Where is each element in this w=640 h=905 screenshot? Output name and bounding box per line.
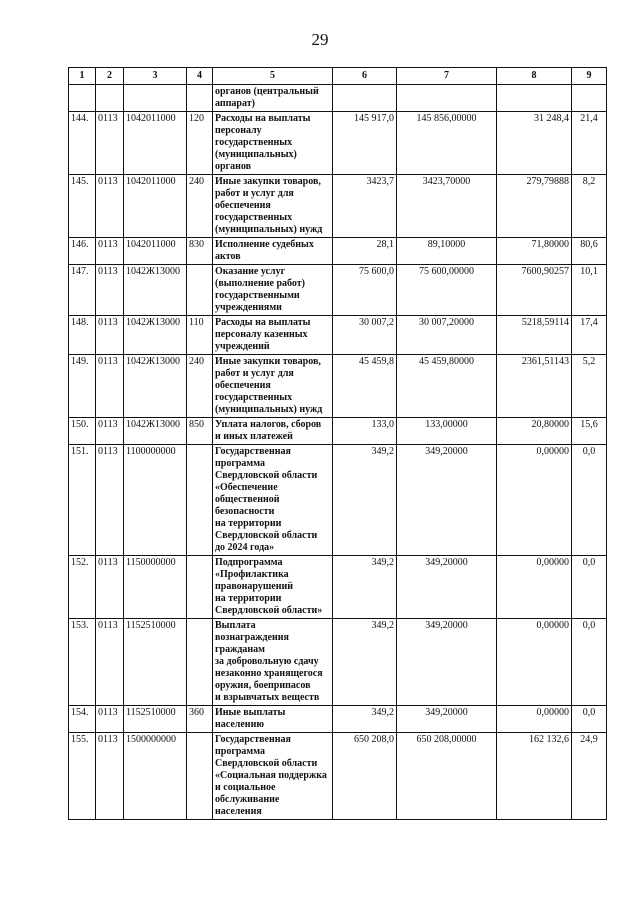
table-row [69,238,607,265]
table-header [69,68,607,85]
budget-table [68,67,607,820]
expense-type-cell [187,619,213,706]
target-article-cell: 1042011000 [124,238,187,265]
header-col-1: 1 [69,68,96,85]
budget-amount-cell: 349,20000 [397,619,497,706]
header-col-4: 4 [187,68,213,85]
section-code-cell: 0113 [96,265,124,316]
execution-amount-cell: 162 132,6 [497,733,572,820]
percent-cell: 17,4 [572,316,607,355]
table-row [69,418,607,445]
item-name-cell: Иные закупки товаров, работ и услуг для обеспечения государственных (муниципальных) нужд [213,355,333,418]
item-name-cell: Выплата вознаграждения гражданам за добровольную сдачу незаконно хранящегося оружия, боеприпасов и взрывчатых веществ [213,619,333,706]
budget-amount-cell: 133,00000 [397,418,497,445]
budget-amount-cell: 45 459,80000 [397,355,497,418]
row-number-cell: 151. [69,445,96,556]
execution-amount-cell: 0,00000 [497,445,572,556]
table-row [69,316,607,355]
target-article-cell: 1042011000 [124,112,187,175]
percent-cell: 15,6 [572,418,607,445]
section-code-cell [96,85,124,112]
target-article-cell [124,85,187,112]
section-code-cell: 0113 [96,355,124,418]
execution-amount-cell: 0,00000 [497,706,572,733]
expense-type-cell [187,733,213,820]
target-article-cell: 1152510000 [124,706,187,733]
plan-amount-cell: 349,2 [333,706,397,733]
target-article-cell: 1150000000 [124,556,187,619]
header-col-8: 8 [497,68,572,85]
execution-amount-cell: 279,79888 [497,175,572,238]
target-article-cell: 1152510000 [124,619,187,706]
item-name-cell: Расходы на выплаты персоналу казенных учреждений [213,316,333,355]
item-name-cell: Иные выплаты населению [213,706,333,733]
budget-amount-cell [397,85,497,112]
expense-type-cell: 360 [187,706,213,733]
budget-amount-cell: 349,20000 [397,556,497,619]
header-col-7: 7 [397,68,497,85]
table-row [69,445,607,556]
row-number-cell: 153. [69,619,96,706]
target-article-cell: 1042Ж13000 [124,418,187,445]
table-row [69,733,607,820]
execution-amount-cell: 0,00000 [497,556,572,619]
execution-amount-cell: 5218,59114 [497,316,572,355]
table-row [69,706,607,733]
budget-amount-cell: 89,10000 [397,238,497,265]
percent-cell: 10,1 [572,265,607,316]
target-article-cell: 1042Ж13000 [124,265,187,316]
item-name-cell: Оказание услуг (выполнение работ) государственными учреждениями [213,265,333,316]
percent-cell: 80,6 [572,238,607,265]
section-code-cell: 0113 [96,418,124,445]
item-name-cell: Подпрограмма «Профилактика правонарушений на территории Свердловской области» [213,556,333,619]
header-col-9: 9 [572,68,607,85]
row-number-cell: 150. [69,418,96,445]
target-article-cell: 1042Ж13000 [124,316,187,355]
budget-amount-cell: 349,20000 [397,445,497,556]
expense-type-cell [187,445,213,556]
plan-amount-cell: 349,2 [333,445,397,556]
execution-amount-cell: 0,00000 [497,619,572,706]
table-row [69,556,607,619]
row-number-cell: 155. [69,733,96,820]
page-number: 29 [311,30,329,49]
expense-type-cell: 850 [187,418,213,445]
table-row [69,112,607,175]
target-article-cell: 1500000000 [124,733,187,820]
item-name-cell: Расходы на выплаты персоналу государственных (муниципальных) органов [213,112,333,175]
plan-amount-cell: 145 917,0 [333,112,397,175]
row-number-cell: 154. [69,706,96,733]
execution-amount-cell: 71,80000 [497,238,572,265]
table-row [69,85,607,112]
expense-type-cell: 110 [187,316,213,355]
percent-cell: 21,4 [572,112,607,175]
item-name-cell: Государственная программа Свердловской области «Обеспечение общественной безопасности на территории Свердловской области до 2024 года» [213,445,333,556]
percent-cell: 0,0 [572,445,607,556]
percent-cell: 8,2 [572,175,607,238]
expense-type-cell [187,556,213,619]
expense-type-cell [187,85,213,112]
item-name-cell: Иные закупки товаров, работ и услуг для обеспечения государственных (муниципальных) нужд [213,175,333,238]
plan-amount-cell: 28,1 [333,238,397,265]
percent-cell: 24,9 [572,733,607,820]
target-article-cell: 1042011000 [124,175,187,238]
section-code-cell: 0113 [96,445,124,556]
budget-amount-cell: 30 007,20000 [397,316,497,355]
section-code-cell: 0113 [96,706,124,733]
plan-amount-cell: 349,2 [333,556,397,619]
item-name-cell: органов (центральный аппарат) [213,85,333,112]
plan-amount-cell: 349,2 [333,619,397,706]
percent-cell: 0,0 [572,619,607,706]
header-col-3: 3 [124,68,187,85]
budget-amount-cell: 3423,70000 [397,175,497,238]
section-code-cell: 0113 [96,112,124,175]
expense-type-cell: 120 [187,112,213,175]
expense-type-cell: 240 [187,175,213,238]
header-col-2: 2 [96,68,124,85]
item-name-cell: Уплата налогов, сборов и иных платежей [213,418,333,445]
row-number-cell: 149. [69,355,96,418]
header-col-6: 6 [333,68,397,85]
row-number-cell: 147. [69,265,96,316]
execution-amount-cell: 20,80000 [497,418,572,445]
section-code-cell: 0113 [96,238,124,265]
row-number-cell: 152. [69,556,96,619]
header-row [69,68,607,85]
plan-amount-cell: 133,0 [333,418,397,445]
table-row [69,175,607,238]
execution-amount-cell: 2361,51143 [497,355,572,418]
row-number-cell [69,85,96,112]
row-number-cell: 148. [69,316,96,355]
execution-amount-cell: 31 248,4 [497,112,572,175]
budget-amount-cell: 349,20000 [397,706,497,733]
budget-amount-cell: 650 208,00000 [397,733,497,820]
section-code-cell: 0113 [96,175,124,238]
section-code-cell: 0113 [96,619,124,706]
table-body [69,85,607,820]
percent-cell: 5,2 [572,355,607,418]
target-article-cell: 1100000000 [124,445,187,556]
header-col-5: 5 [213,68,333,85]
section-code-cell: 0113 [96,556,124,619]
execution-amount-cell [497,85,572,112]
item-name-cell: Государственная программа Свердловской области «Социальная поддержка и социальное обслуживание населения [213,733,333,820]
row-number-cell: 144. [69,112,96,175]
percent-cell: 0,0 [572,556,607,619]
table-row [69,265,607,316]
budget-amount-cell: 145 856,00000 [397,112,497,175]
percent-cell: 0,0 [572,706,607,733]
item-name-cell: Исполнение судебных актов [213,238,333,265]
percent-cell [572,85,607,112]
section-code-cell: 0113 [96,316,124,355]
row-number-cell: 145. [69,175,96,238]
expense-type-cell: 240 [187,355,213,418]
execution-amount-cell: 7600,90257 [497,265,572,316]
plan-amount-cell [333,85,397,112]
target-article-cell: 1042Ж13000 [124,355,187,418]
plan-amount-cell: 30 007,2 [333,316,397,355]
row-number-cell: 146. [69,238,96,265]
plan-amount-cell: 650 208,0 [333,733,397,820]
section-code-cell: 0113 [96,733,124,820]
plan-amount-cell: 75 600,0 [333,265,397,316]
budget-amount-cell: 75 600,00000 [397,265,497,316]
expense-type-cell [187,265,213,316]
table-row [69,355,607,418]
plan-amount-cell: 45 459,8 [333,355,397,418]
plan-amount-cell: 3423,7 [333,175,397,238]
expense-type-cell: 830 [187,238,213,265]
table-row [69,619,607,706]
